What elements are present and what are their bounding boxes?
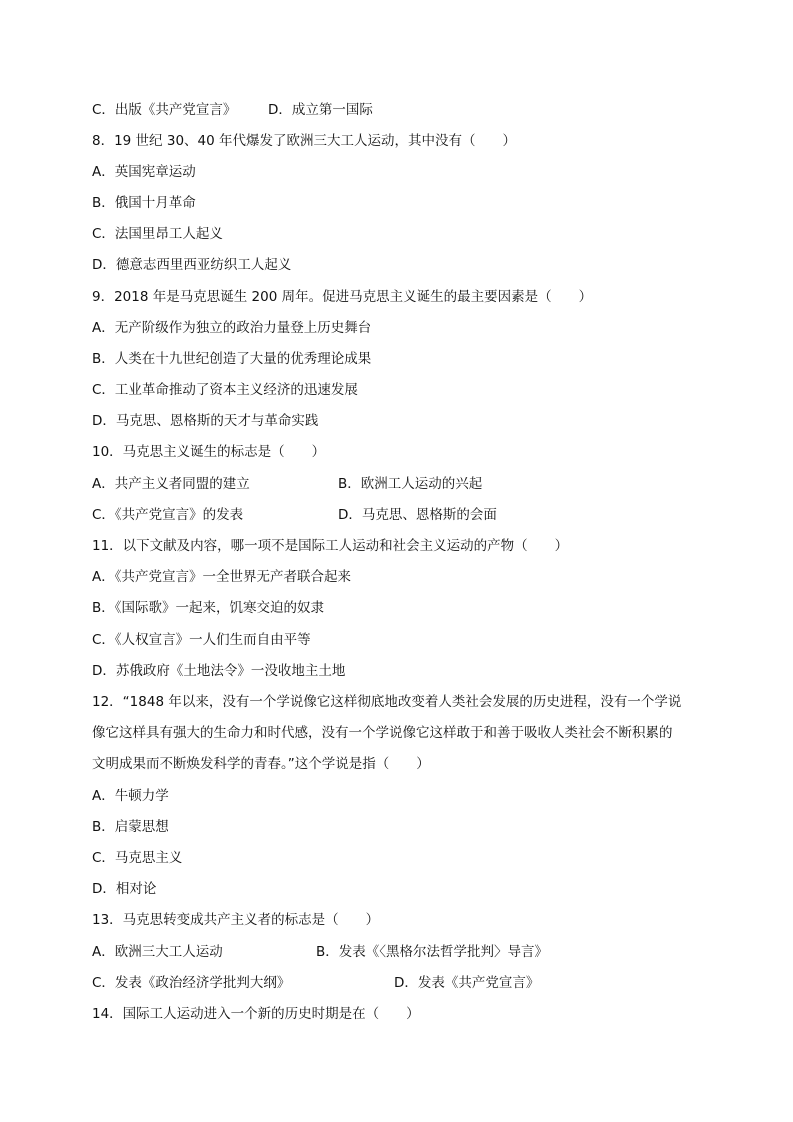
q10-options-cd (92, 504, 497, 526)
q9-option-d: D．马克思、恩格斯的天才与革命实践 (92, 413, 319, 429)
q12-option-c: C．马克思主义 (92, 850, 183, 866)
q10-option-a: A．共产主义者同盟的建立 (92, 476, 250, 492)
q7-options-cd (92, 99, 373, 121)
q9-option-c: C．工业革命推动了资本主义经济的迅速发展 (92, 382, 358, 398)
q12-stem-line-3: 文明成果而不断焕发科学的青春。”这个学说是指（ ） (92, 756, 430, 772)
q10-stem: 10．马克思主义诞生的标志是（ ） (92, 444, 326, 460)
q12-option-b: B．启蒙思想 (92, 819, 169, 835)
q8-option-b: B．俄国十月革命 (92, 195, 196, 211)
q10-option-b: B．欧洲工人运动的兴起 (338, 476, 483, 492)
q7-option-d: D．成立第一国际 (268, 102, 373, 118)
q10-option-c: C．《共产党宣言》的发表 (92, 507, 244, 523)
q13-stem: 13．马克思转变成共产主义者的标志是（ ） (92, 912, 380, 928)
q9-option-b: B．人类在十九世纪创造了大量的优秀理论成果 (92, 351, 372, 367)
q12-option-a: A．牛顿力学 (92, 788, 169, 804)
q12-option-d: D．相对论 (92, 881, 157, 897)
q9-option-a: A．无产阶级作为独立的政治力量登上历史舞台 (92, 320, 372, 336)
q13-option-a: A．欧洲三大工人运动 (92, 944, 223, 960)
q13-option-d: D．发表《共产党宣言》 (394, 975, 540, 991)
q11-option-b: B．《国际歌》一起来，饥寒交迫的奴隶 (92, 600, 325, 616)
q9-stem: 9．2018 年是马克思诞生 200 周年。促进马克思主义诞生的最主要因素是（ ） (92, 289, 593, 305)
q13-option-c: C．发表《政治经济学批判大纲》 (92, 975, 291, 991)
q8-option-d: D．德意志西里西亚纺织工人起义 (92, 257, 292, 273)
q10-options-ab (92, 473, 483, 495)
q12-stem-line-1: 12．“1848 年以来，没有一个学说像它这样彻底地改变着人类社会发展的历史进程，没有一个学说 (92, 694, 682, 710)
q11-option-a: A．《共产党宣言》一全世界无产者联合起来 (92, 569, 351, 585)
q13-options-ab (92, 941, 549, 963)
q10-option-d: D．马克思、恩格斯的会面 (338, 507, 497, 523)
q8-option-a: A．英国宪章运动 (92, 164, 196, 180)
q11-option-c: C．《人权宣言》一人们生而自由平等 (92, 632, 311, 648)
q8-stem: 8．19 世纪 30、40 年代爆发了欧洲三大工人运动，其中没有（ ） (92, 133, 516, 149)
q12-stem-line-2: 像它这样具有强大的生命力和时代感，没有一个学说像它这样敢于和善于吸收人类社会不断积累的 (92, 725, 673, 741)
q13-options-cd (92, 972, 540, 994)
q14-stem: 14．国际工人运动进入一个新的历史时期是在（ ） (92, 1006, 420, 1022)
q11-option-d: D．苏俄政府《土地法令》一没收地主土地 (92, 663, 346, 679)
q13-option-b: B．发表《〈黑格尔法哲学批判〉导言》 (316, 944, 549, 960)
q7-option-c: C．出版《共产党宣言》 (92, 102, 237, 118)
q11-stem: 11．以下文献及内容，哪一项不是国际工人运动和社会主义运动的产物（ ） (92, 538, 569, 554)
q8-option-c: C．法国里昂工人起义 (92, 226, 223, 242)
